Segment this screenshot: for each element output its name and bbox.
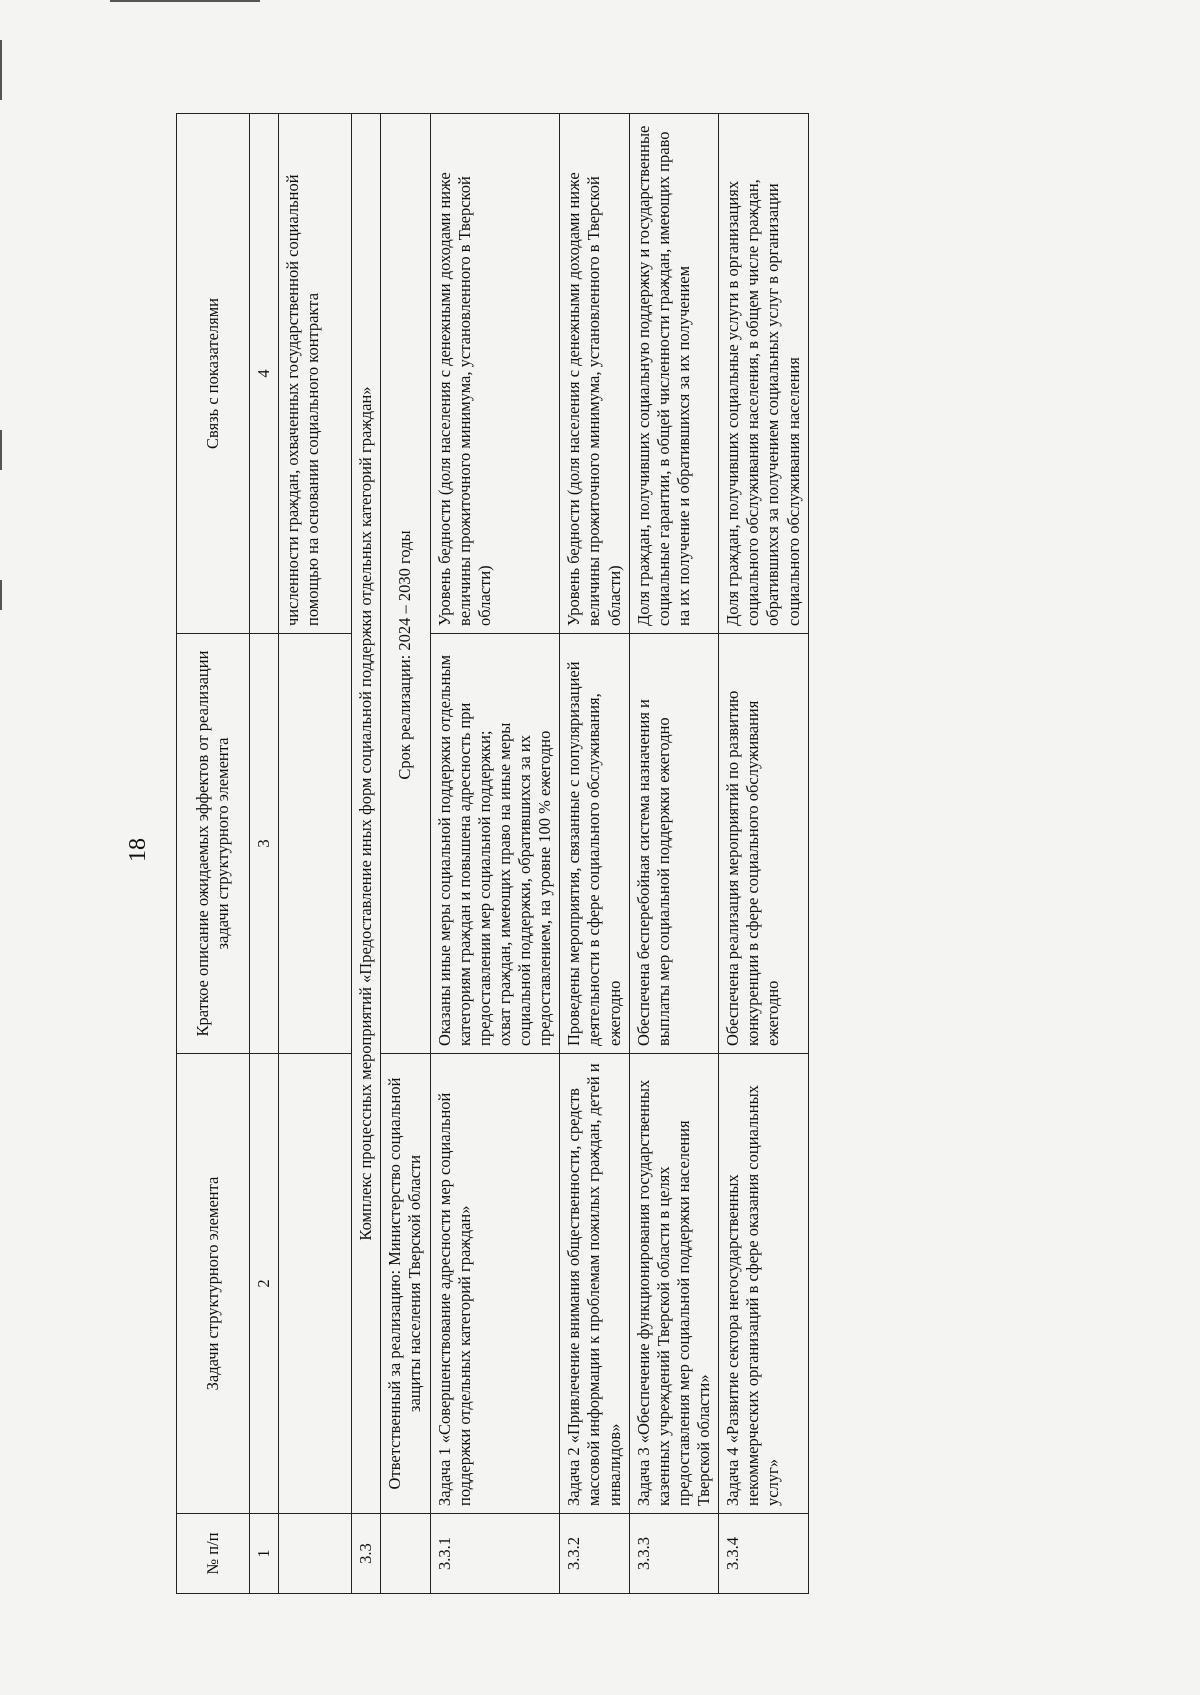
index-cell: 3 bbox=[250, 634, 279, 1054]
table-row bbox=[719, 114, 809, 1594]
scan-top-mark bbox=[110, 0, 260, 2]
row-task: Задача 2 «Привлечение внимания общественности, средств массовой информации к проблемам пожилых граждан, детей и инвалидов» bbox=[560, 1054, 629, 1514]
section-row bbox=[352, 114, 381, 1594]
scan-edge-mark bbox=[0, 40, 2, 100]
scan-edge-mark bbox=[0, 430, 2, 470]
row-effect: Обеспечена бесперебойная система назначения и выплаты мер социальной поддержки ежегодно bbox=[629, 634, 719, 1054]
row-number: 3.3.2 bbox=[560, 1514, 629, 1594]
section-meta-row bbox=[381, 114, 430, 1594]
header-row bbox=[177, 114, 250, 1594]
index-cell: 4 bbox=[250, 114, 279, 634]
index-cell: 1 bbox=[250, 1514, 279, 1594]
rotated-table-container bbox=[176, 114, 1092, 1594]
row-effect: Обеспечена реализация мероприятий по развитию конкуренции в сфере социального обслуживания ежегодно bbox=[719, 634, 809, 1054]
index-row bbox=[250, 114, 279, 1594]
header-effects: Краткое описание ожидаемых эффектов от реализации задачи структурного элемента bbox=[177, 634, 250, 1054]
carry-over-indicator: численности граждан, охваченных государственной социальной помощью на основании социального контракта bbox=[279, 114, 352, 634]
row-number: 3.3.1 bbox=[430, 1514, 560, 1594]
row-indicator: Доля граждан, получивших социальные услуги в организациях социального обслуживания населения, в общем числе граждан, обратившихся за получением социальных услуг в организации социального обслуживания населения bbox=[719, 114, 809, 634]
row-indicator: Доля граждан, получивших социальную поддержку и государственные социальные гарантии, в общей численности граждан, имеющих право на их получение и обратившихся за их получением bbox=[629, 114, 719, 634]
index-cell: 2 bbox=[250, 1054, 279, 1514]
row-indicator: Уровень бедности (доля населения с денежными доходами ниже величины прожиточного минимума, установленного в Тверской области) bbox=[560, 114, 629, 634]
table-row bbox=[629, 114, 719, 1594]
row-task: Задача 1 «Совершенствование адресности мер социальной поддержки отдельных категорий граждан» bbox=[430, 1054, 560, 1514]
header-tasks: Задачи структурного элемента bbox=[177, 1054, 250, 1514]
row-task: Задача 3 «Обеспечение функционирования государственных казенных учреждений Тверской области в целях предоставления мер социальной поддержки населения Тверской области» bbox=[629, 1054, 719, 1514]
table-row bbox=[430, 114, 560, 1594]
structural-elements-table bbox=[176, 113, 809, 1594]
row-indicator: Уровень бедности (доля населения с денежными доходами ниже величины прожиточного минимума, установленного в Тверской области) bbox=[430, 114, 560, 634]
header-number: № п/п bbox=[177, 1514, 250, 1594]
row-number: 3.3.3 bbox=[629, 1514, 719, 1594]
section-responsible: Ответственный за реализацию: Министерство социальной защиты населения Тверской области bbox=[381, 1054, 430, 1514]
section-title: Комплекс процессных мероприятий «Предоставление иных форм социальной поддержки отдельных категорий граждан» bbox=[352, 114, 381, 1514]
scan-edge-mark bbox=[0, 580, 2, 610]
row-effect: Проведены мероприятия, связанные с популяризацией деятельности в сфере социального обслуживания, ежегодно bbox=[560, 634, 629, 1054]
carry-over-row bbox=[279, 114, 352, 1594]
row-effect: Оказаны иные меры социальной поддержки отдельным категориям граждан и повышена адресность при предоставлении мер социальной поддержки; охват граждан, имеющих право на иные меры социальной поддержки, обратившихся за их предоставлением, на уровне 100 % ежегодно bbox=[430, 634, 560, 1054]
row-number: 3.3.4 bbox=[719, 1514, 809, 1594]
page-number: 18 bbox=[125, 838, 151, 862]
table-row bbox=[560, 114, 629, 1594]
row-task: Задача 4 «Развитие сектора негосударственных некоммерческих организаций в сфере оказания социальных услуг» bbox=[719, 1054, 809, 1514]
section-number: 3.3 bbox=[352, 1514, 381, 1594]
header-indicators: Связь с показателями bbox=[177, 114, 250, 634]
section-term: Срок реализации: 2024 – 2030 годы bbox=[381, 114, 430, 1054]
